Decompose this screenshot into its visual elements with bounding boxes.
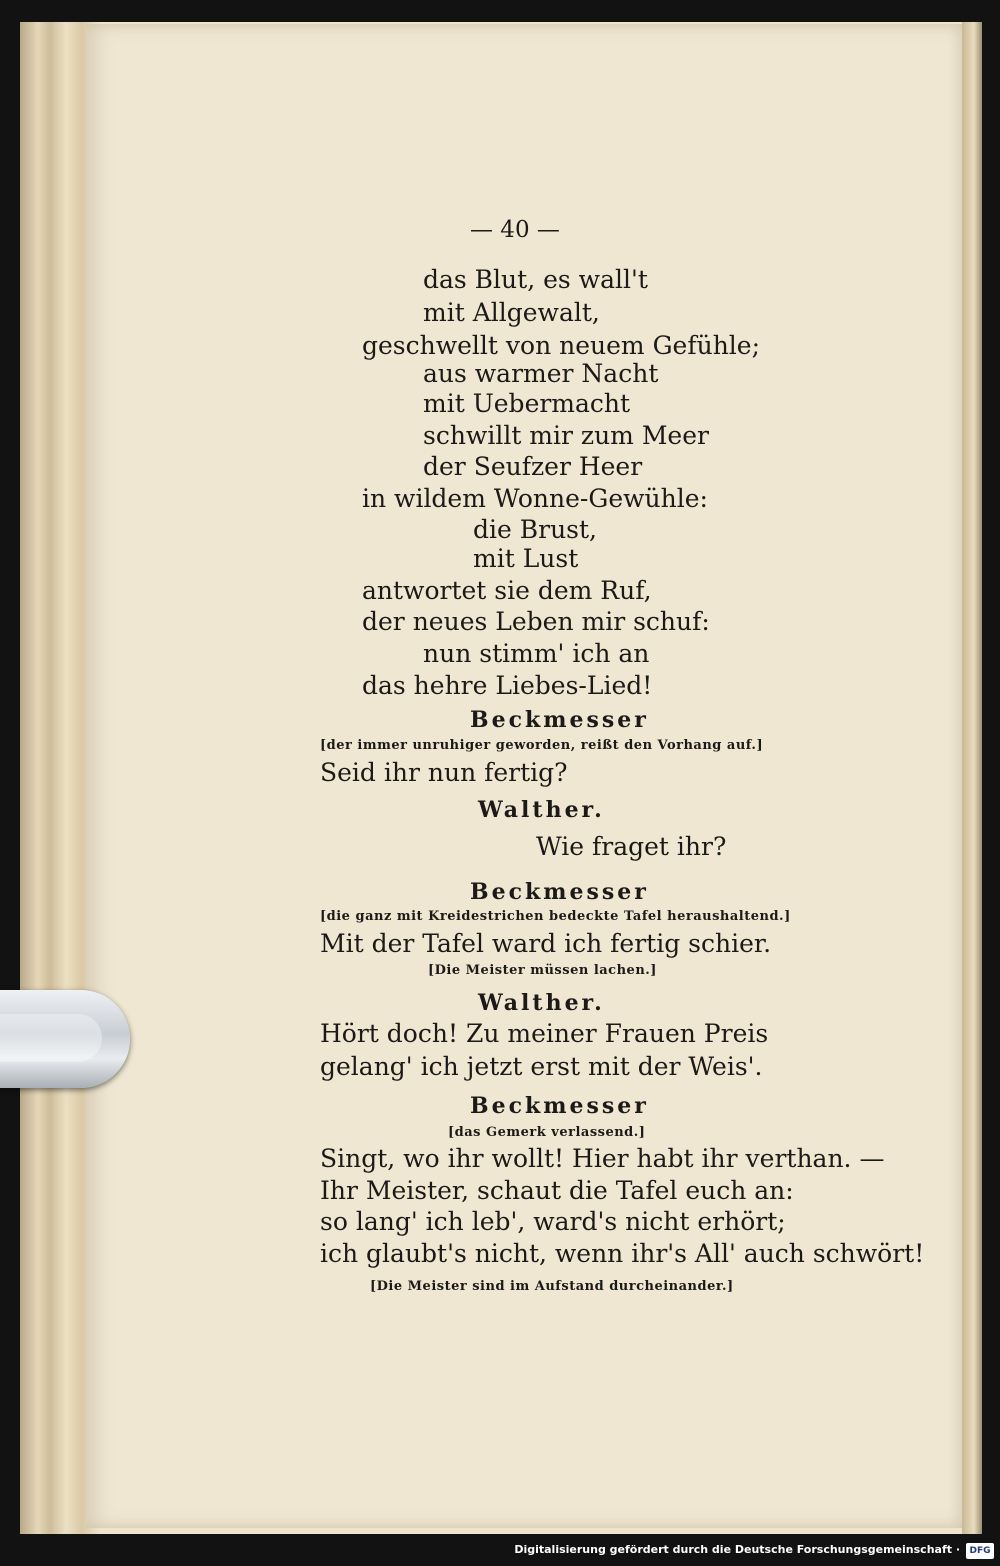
verse-line: der neues Leben mir schuf: [362, 607, 710, 636]
speaker-name: Walther. [478, 990, 605, 1016]
verse-line: nun stimm' ich an [423, 639, 650, 668]
verse-line: Ihr Meister, schaut die Tafel euch an: [320, 1176, 794, 1205]
verse-line: das Blut, es wall't [423, 265, 648, 294]
speaker-name: Beckmesser [470, 1093, 649, 1119]
digitization-credit: Digitalisierung gefördert durch die Deutsche Forschungsgemeinschaft · [514, 1543, 960, 1556]
verse-line: mit Lust [473, 544, 579, 573]
speaker-name: Beckmesser [470, 879, 649, 905]
verse-line: schwillt mir zum Meer [423, 421, 709, 450]
stage-direction: [Die Meister müssen lachen.] [428, 963, 657, 978]
stage-direction: [die ganz mit Kreidestrichen bedeckte Tafel heraushaltend.] [320, 909, 791, 924]
verse-line: antwortet sie dem Ruf, [362, 576, 652, 605]
page-number: — 40 — [470, 217, 560, 243]
verse-line: ich glaubt's nicht, wenn ihr's All' auch schwört! [320, 1239, 925, 1268]
verse-line: der Seufzer Heer [423, 452, 643, 481]
stage-direction: [Die Meister sind im Aufstand durcheinander.] [370, 1279, 734, 1294]
verse-line: Wie fraget ihr? [536, 832, 727, 861]
verse-line: das hehre Liebes-Lied! [362, 671, 653, 700]
verse-line: Singt, wo ihr wollt! Hier habt ihr verthan. — [320, 1144, 885, 1173]
verse-line: Hört doch! Zu meiner Frauen Preis [320, 1019, 769, 1048]
verse-line: gelang' ich jetzt erst mit der Weis'. [320, 1052, 763, 1081]
verse-line: in wildem Wonne-Gewühle: [362, 484, 708, 513]
verse-line: geschwellt von neuem Gefühle; [362, 331, 761, 360]
speaker-name: Walther. [478, 797, 605, 823]
verse-line: Mit der Tafel ward ich fertig schier. [320, 929, 772, 958]
verse-line: so lang' ich leb', ward's nicht erhört; [320, 1207, 786, 1236]
verse-line: mit Allgewalt, [423, 298, 600, 327]
verse-line: die Brust, [473, 515, 597, 544]
dfg-logo: DFG [966, 1543, 994, 1559]
verse-line: aus warmer Nacht [423, 359, 659, 388]
verse-line: Seid ihr nun fertig? [320, 758, 568, 787]
stage-direction: [das Gemerk verlassend.] [448, 1125, 646, 1140]
verse-line: mit Uebermacht [423, 389, 631, 418]
stage-direction: [der immer unruhiger geworden, reißt den Vorhang auf.] [320, 738, 764, 753]
speaker-name: Beckmesser [470, 707, 649, 733]
